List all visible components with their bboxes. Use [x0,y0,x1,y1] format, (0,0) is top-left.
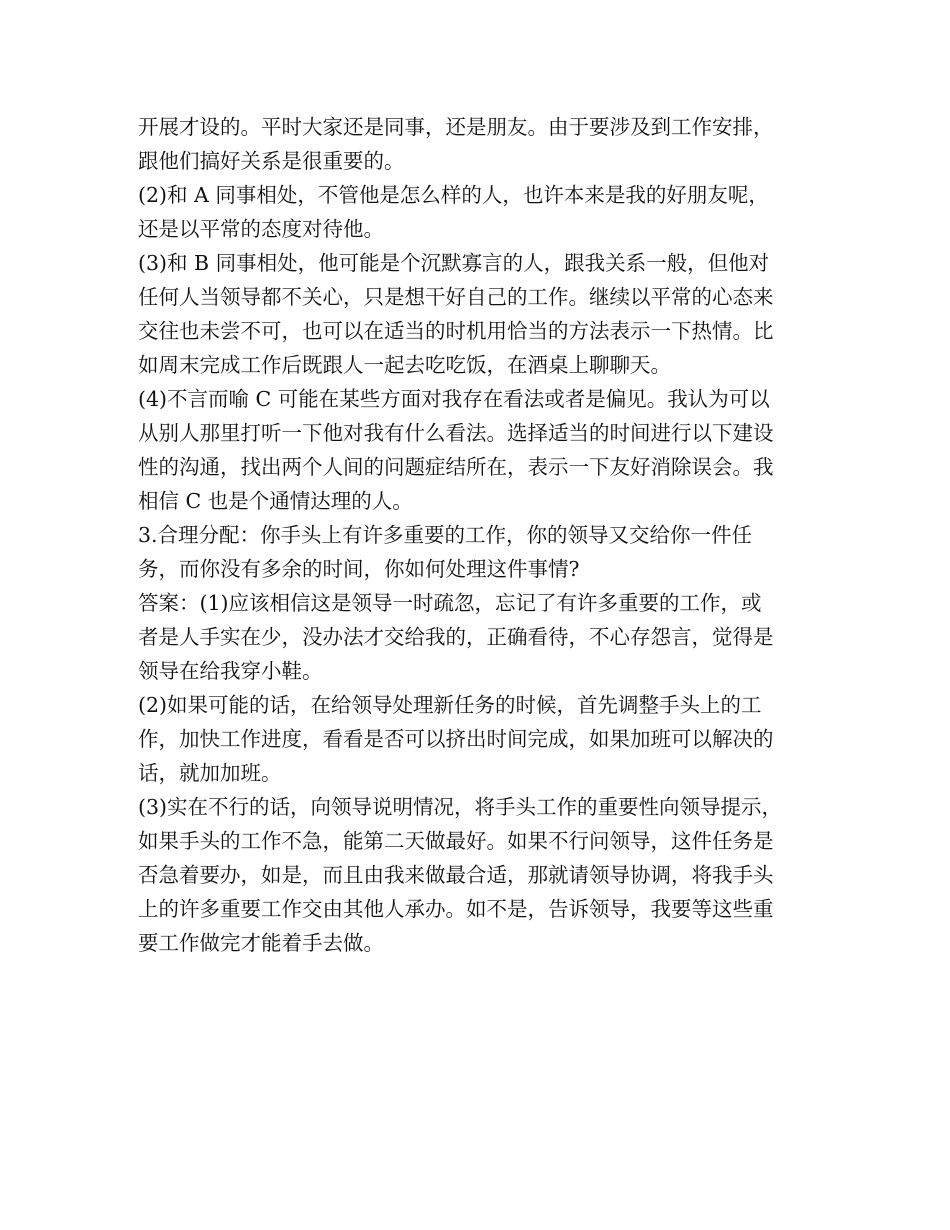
text-line: 务，而你没有多余的时间，你如何处理这件事情? [138,557,580,581]
text-line: (2)如果可能的话，在给领导处理新任务的时候，首先调整手头上的工 [138,693,762,717]
text-line: 交往也未尝不可，也可以在适当的时机用恰当的方法表示一下热情。比 [138,319,774,343]
text-line: 如周末完成工作后既跟人一起去吃吃饭，在酒桌上聊聊天。 [138,353,671,377]
text-line: 性的沟通，找出两个人间的问题症结所在，表示一下友好消除误会。我 [138,455,774,479]
text-line: (2)和 A 同事相处，不管他是怎么样的人，也许本来是我的好朋友呢， [138,183,769,207]
text-line: 从别人那里打听一下他对我有什么看法。选择适当的时间进行以下建设 [138,421,774,445]
text-line: 者是人手实在少，没办法才交给我的，正确看待，不心存怨言，觉得是 [138,625,774,649]
text-line: 答案：(1)应该相信这是领导一时疏忽，忘记了有许多重要的工作，或 [138,591,762,615]
text-line: (4)不言而喻 C 可能在某些方面对我存在看法或者是偏见。我认为可以 [138,387,770,411]
text-line: (3)和 B 同事相处，他可能是个沉默寡言的人，跟我关系一般，但他对 [138,251,770,275]
text-line: 开展才设的。平时大家还是同事，还是朋友。由于要涉及到工作安排， [138,115,774,139]
text-line: 相信 C 也是个通情达理的人。 [138,489,413,513]
text-line: 如果手头的工作不急，能第二天做最好。如果不行问领导，这件任务是 [138,829,774,853]
text-line: 跟他们搞好关系是很重要的。 [138,149,405,173]
document-body [138,110,838,960]
text-line: 领导在给我穿小鞋。 [138,659,323,683]
text-line: 3.合理分配：你手头上有许多重要的工作，你的领导又交给你一件任 [138,523,753,547]
text-line: 要工作做完才能着手去做。 [138,931,384,955]
text-line: 否急着要办，如是，而且由我来做最合适，那就请领导协调，将我手头 [138,863,774,887]
text-line: 上的许多重要工作交由其他人承办。如不是，告诉领导，我要等这些重 [138,897,774,921]
text-line: 任何人当领导都不关心，只是想干好自己的工作。继续以平常的心态来 [138,285,774,309]
text-line: (3)实在不行的话，向领导说明情况，将手头工作的重要性向领导提示， [138,795,783,819]
text-line: 还是以平常的态度对待他。 [138,217,384,241]
text-line: 作，加快工作进度，看看是否可以挤出时间完成，如果加班可以解决的 [138,727,774,751]
text-line: 话，就加加班。 [138,761,282,785]
